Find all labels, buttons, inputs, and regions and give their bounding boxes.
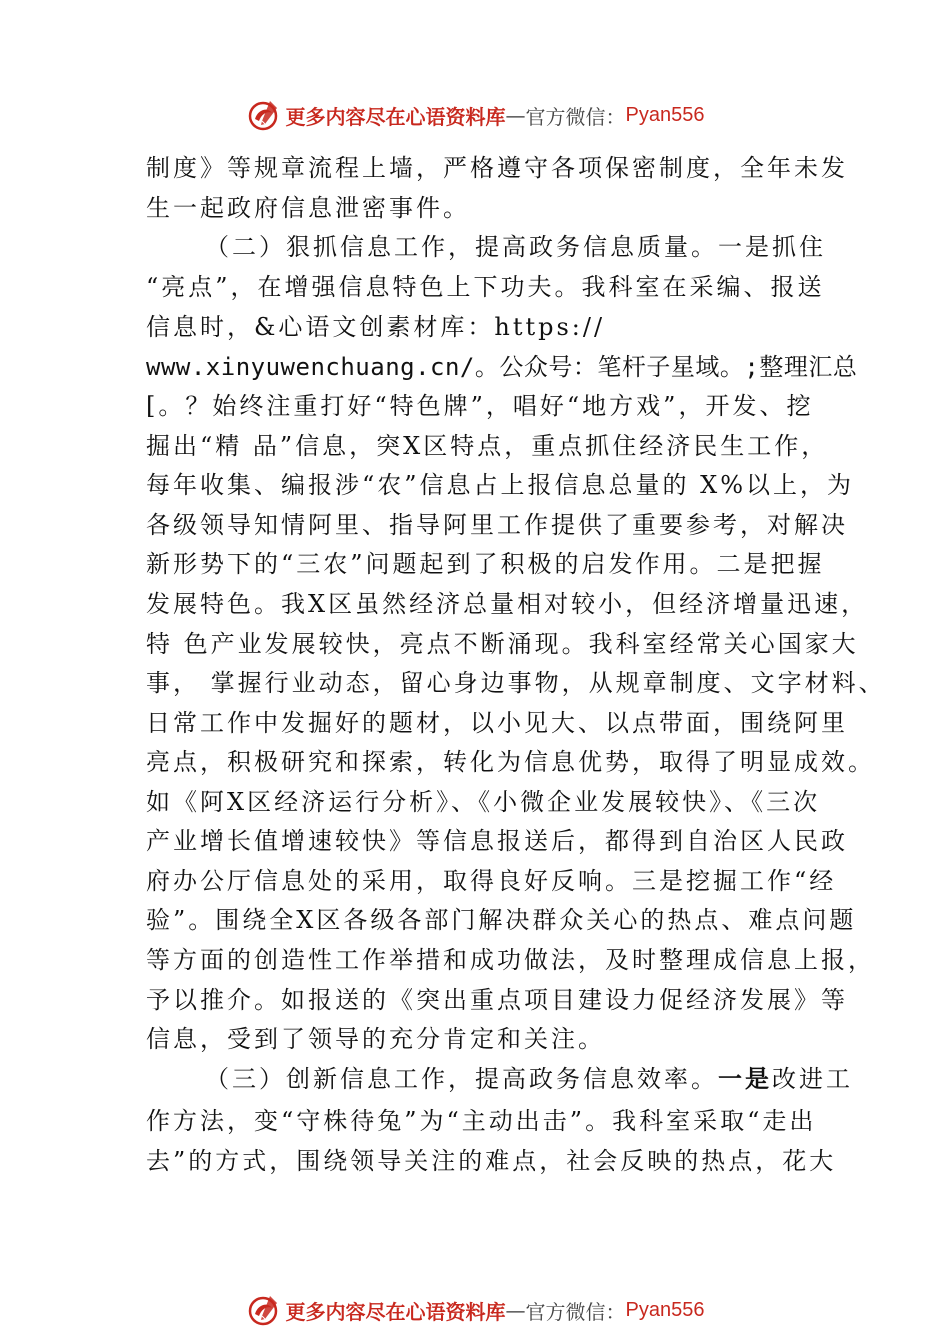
text-line: 如《阿X区经济运行分析》、《小微企业发展较快》、《三次 [146,788,821,816]
pen-swirl-logo-icon [246,1292,282,1328]
text-line: （二）狠抓信息工作，提高政务信息质量。一是抓住 [205,233,826,261]
section-3-heading: （三）创新信息工作，提高政务信息效率。 [205,1065,718,1093]
text-line: 信息，受到了领导的充分肯定和关注。 [146,1025,605,1053]
text-line: 发展特色。我X区虽然经济总量相对较小，但经济增量迅速， [146,590,869,618]
text-line: 验”。围绕全X区各级各部门解决群众关心的热点、难点问题 [146,906,857,934]
banner-dash: — [505,1298,526,1322]
text-line: 作方法，变“守株待兔”为“主动出击”。我科室采取“走出 [146,1107,817,1135]
section-3-heading-end: 改进工 [772,1065,853,1093]
banner-wechat-id: Pyan556 [625,103,705,126]
text-line: 日常工作中发掘好的题材，以小见大、以点带面，围绕阿里 [146,709,848,737]
text-line: 等方面的创造性工作举措和成功做法，及时整理成信息上报， [146,946,875,974]
banner-dash: — [505,103,526,127]
text-line: [。？始终注重打好“特色牌”，唱好“地方戏”，开发、挖 [146,392,814,420]
footer-banner [0,1290,950,1330]
text-line: 掘出“精 品”信息，突X区特点，重点抓住经济民生工作， [146,432,829,460]
text-line: www.xinyuwenchuang.cn/。公众号：笔杆子星域。;整理汇总 [146,353,858,381]
text-line: 去”的方式，围绕领导关注的难点，社会反映的热点，花大 [146,1147,837,1175]
text-line: 信息时，&心语文创素材库：https:// [146,313,606,341]
text-line: 予以推介。如报送的《突出重点项目建设力促经济发展》等 [146,986,848,1014]
text-line: 特 色产业发展较快，亮点不断涌现。我科室经常关心国家大 [146,630,859,658]
text-line: 制度》等规章流程上墙，严格遵守各项保密制度，全年未发 [146,154,848,182]
text-line: 亮点，积极研究和探索，转化为信息优势，取得了明显成效。 [146,748,875,776]
banner-wechat-label: 官方微信： [525,1299,626,1324]
section-3-bold-marker: 一是 [718,1064,772,1093]
text-line: “亮点”，在增强信息特色上下功夫。我科室在采编、报送 [146,273,825,301]
text-line: 新形势下的“三农”问题起到了积极的启发作用。二是把握 [146,550,825,578]
text-line: 产业增长值增速较快》等信息报送后，都得到自治区人民政 [146,827,848,855]
pen-swirl-logo-icon [246,97,282,133]
section-3-heading-line [205,1064,853,1094]
header-banner [0,95,950,135]
banner-brand-text: 更多内容尽在心语资料库 [285,104,506,129]
text-line: 各级领导知情阿里、指导阿里工作提供了重要参考，对解决 [146,511,848,539]
text-line: 府办公厅信息处的采用，取得良好反响。三是挖掘工作“经 [146,867,837,895]
banner-wechat-label: 官方微信： [525,104,626,129]
text-line: 事， 掌握行业动态，留心身边事物，从规章制度、文字材料、 [146,669,886,697]
text-line: 生一起政府信息泄密事件。 [146,194,470,222]
text-line: 每年收集、编报涉“农”信息占上报信息总量的 X%以上，为 [146,471,855,499]
banner-wechat-id: Pyan556 [625,1298,705,1321]
banner-brand-text: 更多内容尽在心语资料库 [285,1299,506,1324]
